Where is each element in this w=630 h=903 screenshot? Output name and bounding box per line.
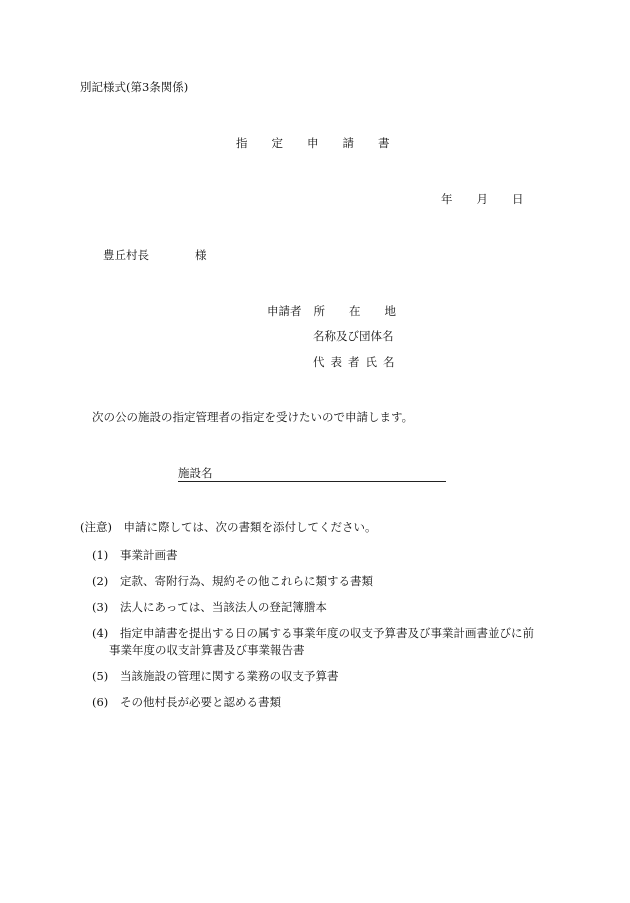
rep-label-char: 表 [330,355,342,369]
notice-item-text: 事業計画書 [120,548,178,562]
notice-item [92,576,373,588]
rep-label-char: 氏 [365,355,377,369]
notice-item-number: (6) [92,695,109,709]
rep-label-char: 者 [348,355,360,369]
notice-item-continuation: 事業年度の収支計算書及び事業報告書 [109,643,305,657]
title-char: 申 [307,136,319,150]
applicant-address-row [267,306,396,318]
notice-item [92,550,178,562]
date-day: 日 [512,192,524,206]
form-label: 別記様式(第3条関係) [80,80,189,94]
date-line [441,194,524,206]
applicant-label: 申請者 [267,304,302,318]
notice-item-number: (1) [92,548,109,562]
rep-label-char: 代 [313,355,325,369]
representative-label [313,357,395,369]
address-label-char: 所 [313,304,325,318]
notice-item [92,697,281,709]
addressee-honorific: 様 [195,248,207,262]
date-year: 年 [441,192,453,206]
notice-item-number: (4) [92,626,109,640]
title-char: 指 [236,136,248,150]
notice-item-text: 当該施設の管理に関する業務の収支予算書 [120,669,339,683]
title-char: 請 [342,136,354,150]
notice-item-text: 指定申請書を提出する日の属する事業年度の収支予算書及び事業計画書並びに前 [120,626,534,640]
notice-item-number: (2) [92,574,109,588]
notice-item-text: 定款、寄附行為、規約その他これらに類する書類 [120,574,373,588]
address-label-char: 在 [349,304,361,318]
notice-item-number: (3) [92,600,109,614]
notice-item-number: (5) [92,669,109,683]
notice-item [92,671,339,683]
addressee [103,250,207,262]
address-label-char: 地 [384,304,396,318]
rep-label-char: 名 [383,355,395,369]
notice-item [92,602,327,614]
notice-item-text: 法人にあっては、当該法人の登記簿謄本 [120,600,327,614]
date-month: 月 [476,192,488,206]
applicant-name-label: 名称及び団体名 [313,329,394,343]
addressee-name: 豊丘村長 [103,248,149,262]
facility-name-line [178,481,446,482]
notice-item-text: その他村長が必要と認める書類 [120,695,281,709]
notice-item [92,628,534,640]
request-statement: 次の公の施設の指定管理者の指定を受けたいので申請します。 [92,410,414,424]
facility-name-label: 施設名 [178,466,213,480]
title-char: 定 [271,136,283,150]
title-char: 書 [378,136,390,150]
notice-heading: (注意) 申請に際しては、次の書類を添付してください。 [80,520,377,534]
document-title [236,138,390,150]
